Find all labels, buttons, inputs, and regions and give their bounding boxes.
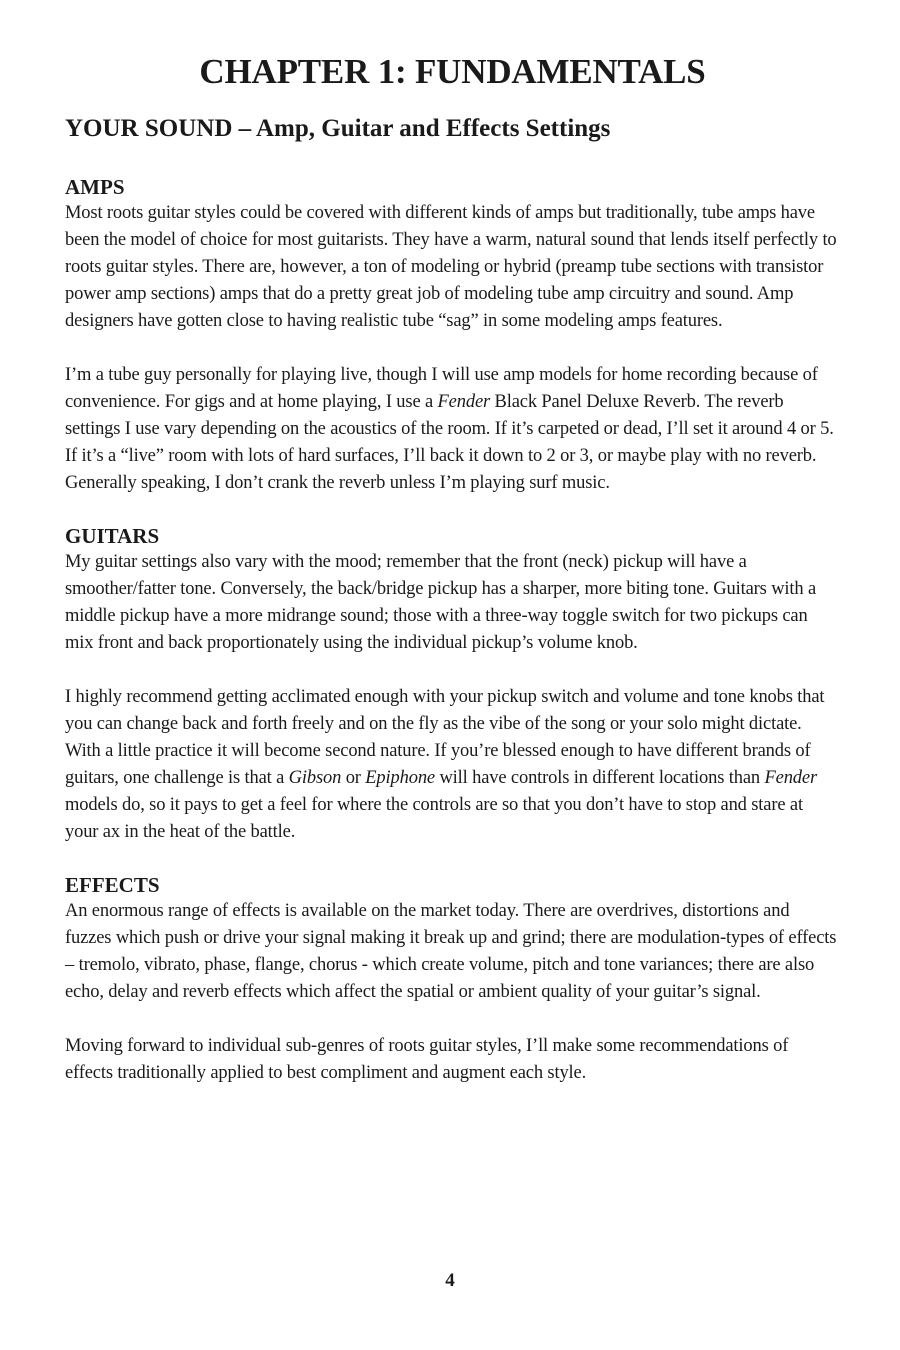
guitars-section (65, 523, 840, 846)
amps-paragraph-1: Most roots guitar styles could be covered with different kinds of amps but traditionally, tube amps have been the model of choice for most guitarists. They have a warm, natural sound that lends itself perfectly to roots guitar styles. There are, however, a ton of modeling or hybrid (preamp tube sections with transistor power amp sections) amps that do a pretty great job of modeling tube amp circuitry and sound. Amp designers have gotten close to having realistic tube “sag” in some modeling amps features. (65, 203, 837, 331)
section-title: YOUR SOUND – Amp, Guitar and Effects Settings (65, 115, 611, 142)
brand-fender: Fender (437, 392, 491, 412)
amps-paragraph-2: I’m a tube guy personally for playing live, though I will use amp models for home recording because of convenience. For gigs and at home playing, I use a Fender Black Panel Deluxe Reverb. The reverb settings I use vary depending on the acoustics of the room. If it’s carpeted or dead, I’ll set it around 4 or 5. If it’s a “live” room with lots of hard surfaces, I’ll back it down to 2 or 3, or maybe play with no reverb. Generally speaking, I don’t crank the reverb unless I’m playing surf music. (65, 365, 834, 493)
amps-heading: AMPS (65, 175, 125, 199)
effects-paragraph-1: An enormous range of effects is available on the market today. There are overdrives, distortions and fuzzes which push or drive your signal making it break up and grind; there are modulation-types of effects – tremolo, vibrato, phase, flange, chorus - which create volume, pitch and tone variances; there are also echo, delay and reverb effects which affect the spatial or ambient quality of your guitar’s signal. (65, 901, 837, 1002)
brand-gibson: Gibson (288, 768, 342, 788)
guitars-paragraph-1: My guitar settings also vary with the mood; remember that the front (neck) pickup will have a smoother/fatter tone. Conversely, the back/bridge pickup has a sharper, more biting tone. Guitars with a middle pickup have a more midrange sound; those with a three-way toggle switch for two pickups can mix front and back proportionately using the individual pickup’s volume knob. (65, 552, 817, 653)
amps-section (65, 174, 840, 497)
brand-epiphone: Epiphone (365, 768, 435, 788)
effects-heading: EFFECTS (65, 873, 160, 897)
guitars-heading: GUITARS (65, 524, 160, 548)
page-content (65, 52, 840, 1087)
brand-fender: Fender (764, 768, 818, 788)
effects-paragraph-2: Moving forward to individual sub-genres of roots guitar styles, I’ll make some recommendations of effects traditionally applied to best compliment and augment each style. (65, 1036, 789, 1083)
guitars-paragraph-2: I highly recommend getting acclimated enough with your pickup switch and volume and tone knobs that you can change back and forth freely and on the fly as the vibe of the song or your solo might dictate. With a little practice it will become second nature. If you’re blessed enough to have different brands of guitars, one challenge is that a Gibson or Epiphone will have controls in different locations than Fender models do, so it pays to get a feel for where the controls are so that you don’t have to stop and stare at your ax in the heat of the battle. (65, 687, 825, 842)
page-number: 4 (445, 1270, 455, 1291)
effects-section (65, 872, 840, 1087)
chapter-title: CHAPTER 1: FUNDAMENTALS (199, 52, 706, 91)
